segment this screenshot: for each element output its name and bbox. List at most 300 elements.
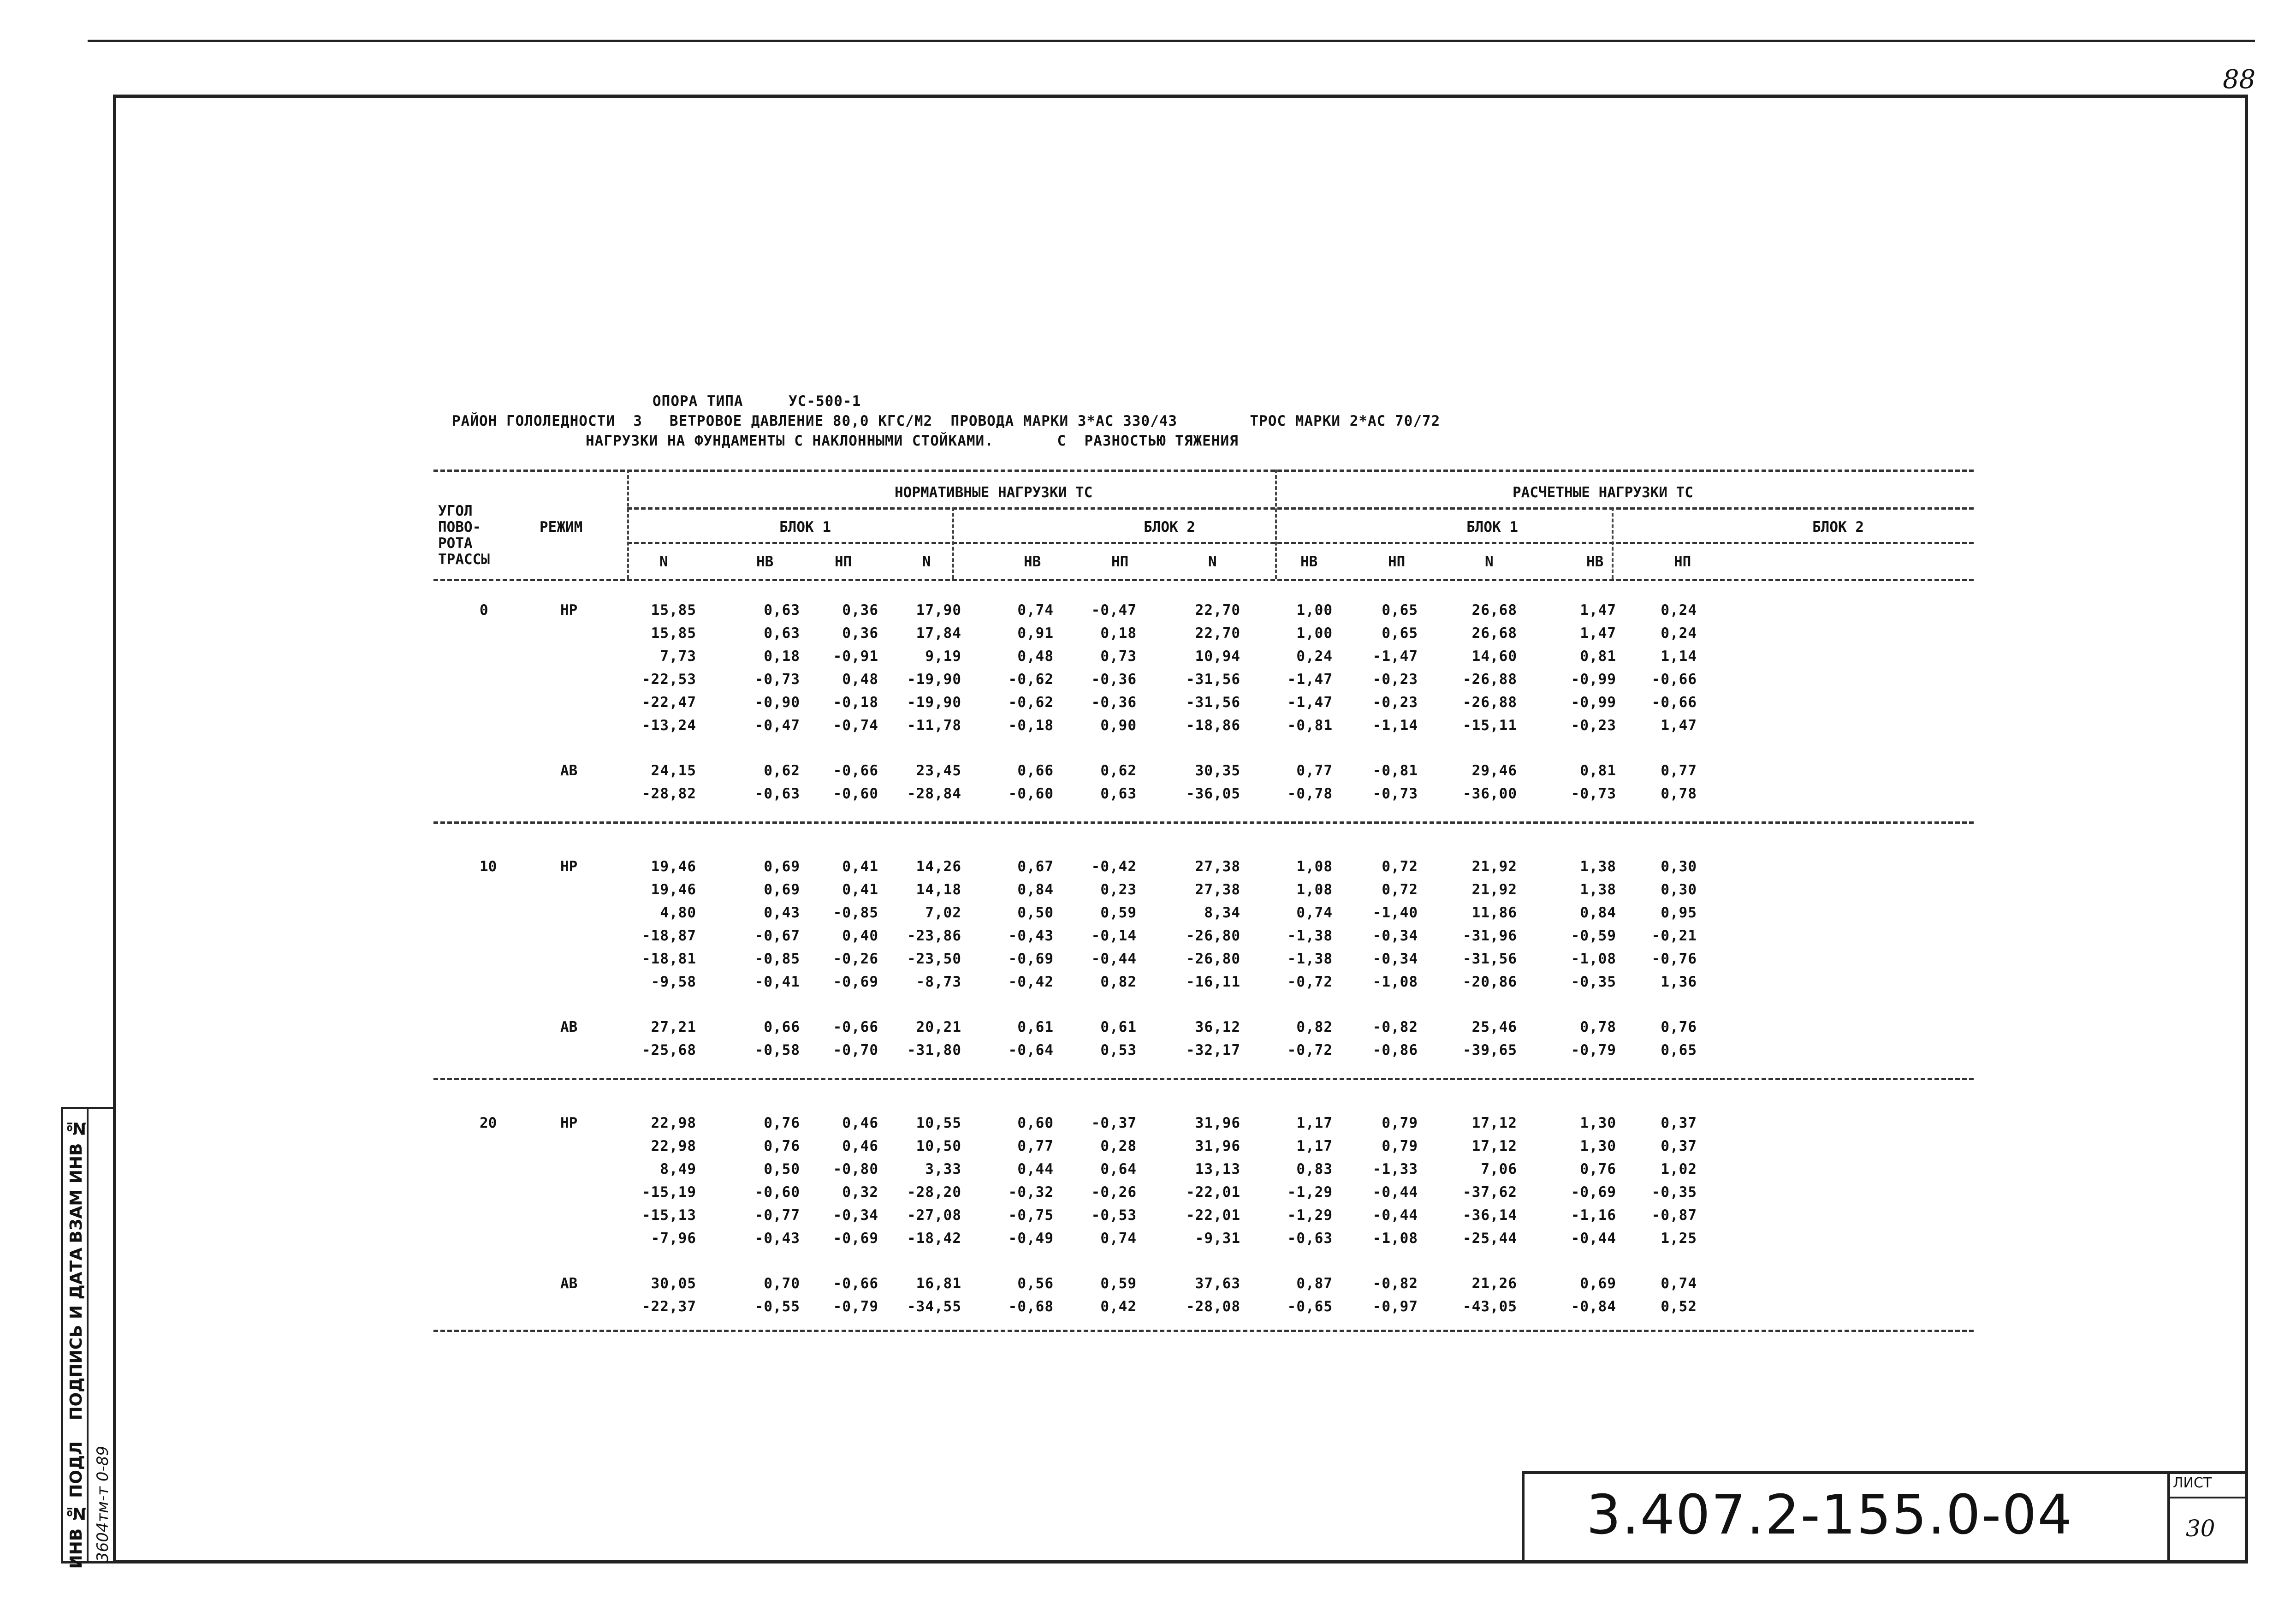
table-cell: 9,19 [925,648,961,665]
table-cell: 0,64 [1100,1161,1137,1177]
table-cell: 36,12 [1195,1019,1240,1035]
table-cell: -0,34 [833,1207,878,1224]
table-cell: -31,80 [907,1042,961,1058]
page-number: 88 [2223,65,2256,95]
table-cell: 0,65 [1382,602,1418,618]
table-cell: 1,08 [1296,858,1333,875]
table-cell: -0,99 [1571,671,1616,688]
table-cell: 15,85 [651,625,696,642]
table-cell: 0,82 [1100,974,1137,990]
table-cell: -0,66 [1651,694,1697,711]
table-cell: -0,69 [1008,951,1054,967]
mode-value: НР [560,858,578,875]
table-cell: -43,05 [1463,1298,1517,1315]
table-cell: 17,84 [916,625,961,642]
table-cell: -0,64 [1008,1042,1054,1058]
column-heading: НП [835,553,852,570]
table-cell: 10,50 [916,1138,961,1154]
table-cell: -20,86 [1463,974,1517,990]
table-cell: 0,76 [1580,1161,1616,1177]
table-cell: 20,21 [916,1019,961,1035]
header-rule [627,542,1974,544]
table-cell: -15,13 [642,1207,696,1224]
column-heading: НП [1111,553,1129,570]
table-cell: 0,52 [1661,1298,1697,1315]
table-cell: 1,47 [1661,717,1697,734]
column-heading: НП [1388,553,1406,570]
table-cell: -0,21 [1651,927,1697,944]
table-cell: -18,87 [642,927,696,944]
table-cell: 0,81 [1580,762,1616,779]
table-cell: 7,73 [660,648,696,665]
mode-value: НР [560,602,578,618]
table-cell: 7,06 [1481,1161,1517,1177]
table-cell: -0,80 [833,1161,878,1177]
table-cell: 0,76 [764,1138,800,1154]
table-cell: 0,70 [764,1275,800,1292]
table-cell: 19,46 [651,858,696,875]
table-cell: 26,68 [1471,625,1517,642]
table-cell: 30,05 [651,1275,696,1292]
table-cell: 22,70 [1195,625,1240,642]
table-cell: 17,90 [916,602,961,618]
table-cell: -0,65 [1287,1298,1333,1315]
table-cell: 0,79 [1382,1138,1418,1154]
table-cell: 8,34 [1204,904,1240,921]
table-cell: -0,79 [1571,1042,1616,1058]
table-cell: 1,30 [1580,1138,1616,1154]
table-cell: 8,49 [660,1161,696,1177]
mode-heading: РЕЖИМ [540,519,583,535]
table-cell: -0,82 [1372,1275,1418,1292]
table-cell: 0,28 [1100,1138,1137,1154]
table-cell: -0,60 [754,1184,800,1201]
normative-loads-heading: НОРМАТИВНЫЕ НАГРУЗКИ ТС [895,484,1093,501]
column-heading: НВ [1024,553,1041,570]
table-cell: -1,08 [1571,951,1616,967]
table-cell: -1,47 [1287,671,1333,688]
table-cell: 13,13 [1195,1161,1240,1177]
table-cell: -0,86 [1372,1042,1418,1058]
table-cell: -0,76 [1651,951,1697,967]
table-cell: -27,08 [907,1207,961,1224]
table-cell: 0,18 [1100,625,1137,642]
table-cell: 31,96 [1195,1115,1240,1131]
angle-heading-line: ПОВО- [438,519,481,535]
normative-block1-heading: БЛОК 1 [779,519,831,535]
table-cell: 0,61 [1017,1019,1054,1035]
table-cell: 29,46 [1471,762,1517,779]
table-cell: -13,24 [642,717,696,734]
table-cell: 21,92 [1471,858,1517,875]
table-cell: 0,48 [1017,648,1054,665]
sheet-label: ЛИСТ [2173,1475,2212,1491]
table-cell: 0,69 [764,881,800,898]
margin-stamp [61,1107,116,1569]
table-cell: -0,69 [833,1230,878,1247]
table-cell: 0,44 [1017,1161,1054,1177]
table-cell: 14,18 [916,881,961,898]
column-heading: N [1208,553,1217,570]
document-code: 3.407.2-155.0-04 [1586,1483,2073,1546]
table-cell: 0,65 [1382,625,1418,642]
table-cell: 1,38 [1580,858,1616,875]
table-cell: -0,70 [833,1042,878,1058]
table-cell: -26,88 [1463,671,1517,688]
table-cell: -7,96 [651,1230,696,1247]
table-cell: 11,86 [1471,904,1517,921]
table-cell: 0,87 [1296,1275,1333,1292]
table-cell: -0,85 [833,904,878,921]
table-cell: 0,30 [1661,881,1697,898]
table-cell: -9,31 [1195,1230,1240,1247]
table-cell: 0,18 [764,648,800,665]
design-block2-heading: БЛОК 2 [1812,519,1864,535]
table-cell: -0,43 [754,1230,800,1247]
table-cell: 0,36 [842,602,878,618]
table-cell: -0,47 [1091,602,1137,618]
table-cell: -37,62 [1463,1184,1517,1201]
stamp-field-replace: ВЗАМ ИНВ № [67,1118,86,1243]
table-cell: 0,46 [842,1138,878,1154]
table-cell: -1,14 [1372,717,1418,734]
table-cell: -31,56 [1463,951,1517,967]
table-cell: 17,12 [1471,1115,1517,1131]
table-cell: 0,83 [1296,1161,1333,1177]
table-cell: -0,35 [1651,1184,1697,1201]
table-cell: 0,78 [1580,1019,1616,1035]
table-cell: 0,37 [1661,1115,1697,1131]
table-cell: -0,44 [1571,1230,1616,1247]
table-cell: -1,33 [1372,1161,1418,1177]
table-cell: 0,77 [1296,762,1333,779]
table-cell: 0,84 [1580,904,1616,921]
header-rule [433,579,1974,581]
table-cell: 0,40 [842,927,878,944]
table-cell: -31,96 [1463,927,1517,944]
table-cell: 23,45 [916,762,961,779]
table-cell: 0,74 [1017,602,1054,618]
table-cell: 0,36 [842,625,878,642]
table-cell: 1,02 [1661,1161,1697,1177]
table-cell: -0,35 [1571,974,1616,990]
table-cell: 0,59 [1100,904,1137,921]
sheet-label-divider [2167,1497,2248,1498]
table-cell: -18,81 [642,951,696,967]
mode-value: АВ [560,1019,578,1035]
mode-value: АВ [560,762,578,779]
group-separator [433,821,1974,824]
table-cell: 0,43 [764,904,800,921]
table-cell: -18,86 [1186,717,1240,734]
table-cell: 19,46 [651,881,696,898]
table-cell: -22,01 [1186,1207,1240,1224]
mode-value: НР [560,1115,578,1131]
table-cell: -36,05 [1186,785,1240,802]
table-cell: 10,94 [1195,648,1240,665]
table-cell: -0,62 [1008,694,1054,711]
table-cell: -0,36 [1091,671,1137,688]
header-rule [433,470,1974,472]
table-cell: -0,42 [1091,858,1137,875]
table-cell: -23,86 [907,927,961,944]
table-cell: -0,84 [1571,1298,1616,1315]
table-cell: -15,19 [642,1184,696,1201]
table-cell: -0,82 [1372,1019,1418,1035]
table-cell: -0,73 [1372,785,1418,802]
table-cell: -0,72 [1287,974,1333,990]
table-cell: -0,42 [1008,974,1054,990]
table-cell: -0,32 [1008,1184,1054,1201]
table-cell: 0,32 [842,1184,878,1201]
table-cell: -22,37 [642,1298,696,1315]
table-cell: 0,63 [764,602,800,618]
table-cell: 0,69 [764,858,800,875]
table-cell: -19,90 [907,671,961,688]
table-cell: -0,68 [1008,1298,1054,1315]
table-cell: 0,46 [842,1115,878,1131]
table-cell: 0,63 [1100,785,1137,802]
table-cell: -9,58 [651,974,696,990]
table-cell: 0,73 [1100,648,1137,665]
table-cell: -0,73 [1571,785,1616,802]
table-cell: -0,63 [754,785,800,802]
table-cell: -0,23 [1571,717,1616,734]
normative-block2-heading: БЛОК 2 [1144,519,1195,535]
table-cell: -0,14 [1091,927,1137,944]
table-cell: -22,53 [642,671,696,688]
header-divider [952,507,954,579]
table-cell: -15,11 [1463,717,1517,734]
table-cell: 1,25 [1661,1230,1697,1247]
column-heading: НВ [1300,553,1318,570]
table-cell: -0,26 [833,951,878,967]
table-cell: -0,63 [1287,1230,1333,1247]
table-cell: -0,69 [1571,1184,1616,1201]
table-cell: -22,47 [642,694,696,711]
table-cell: 0,24 [1661,625,1697,642]
table-cell: 0,78 [1661,785,1697,802]
table-cell: 1,17 [1296,1138,1333,1154]
stamp-divider [87,1107,89,1563]
table-cell: 0,56 [1017,1275,1054,1292]
stamp-field-signature: ПОДПИСЬ И ДАТА [67,1248,86,1421]
top-rule [88,40,2255,42]
table-cell: 0,24 [1296,648,1333,665]
table-cell: 0,41 [842,881,878,898]
table-cell: 0,50 [1017,904,1054,921]
table-cell: -1,08 [1372,974,1418,990]
angle-heading-line: УГОЛ [438,503,473,519]
table-cell: -28,08 [1186,1298,1240,1315]
table-cell: 0,23 [1100,881,1137,898]
table-cell: 1,36 [1661,974,1697,990]
column-heading: НВ [1586,553,1604,570]
table-cell: 0,77 [1017,1138,1054,1154]
table-cell: -0,90 [754,694,800,711]
table-cell: -0,23 [1372,694,1418,711]
table-cell: 22,98 [651,1138,696,1154]
table-cell: 27,38 [1195,858,1240,875]
table-cell: -31,56 [1186,694,1240,711]
table-cell: -0,44 [1091,951,1137,967]
table-cell: -31,56 [1186,671,1240,688]
table-title-support: ОПОРА ТИПА УС-500-1 [653,393,861,410]
table-cell: 1,14 [1661,648,1697,665]
table-cell: -0,87 [1651,1207,1697,1224]
table-cell: 0,24 [1661,602,1697,618]
table-cell: -1,29 [1287,1207,1333,1224]
table-cell: 21,26 [1471,1275,1517,1292]
table-cell: 0,41 [842,858,878,875]
table-cell: -26,88 [1463,694,1517,711]
table-cell: -32,17 [1186,1042,1240,1058]
table-cell: -0,34 [1372,951,1418,967]
header-divider [1612,507,1614,579]
group-separator [433,1078,1974,1080]
table-cell: 0,74 [1661,1275,1697,1292]
table-cell: 1,00 [1296,602,1333,618]
table-cell: 0,95 [1661,904,1697,921]
table-cell: -36,14 [1463,1207,1517,1224]
table-cell: -0,81 [1372,762,1418,779]
table-cell: -26,80 [1186,927,1240,944]
table-cell: 10,55 [916,1115,961,1131]
table-cell: 0,72 [1382,858,1418,875]
table-cell: 17,12 [1471,1138,1517,1154]
table-cell: -0,66 [833,762,878,779]
table-cell: 0,67 [1017,858,1054,875]
table-cell: -1,40 [1372,904,1418,921]
loads-table [433,369,1978,1361]
table-cell: 37,63 [1195,1275,1240,1292]
table-cell: -18,42 [907,1230,961,1247]
table-cell: 0,76 [764,1115,800,1131]
column-heading: НП [1674,553,1691,570]
angle-heading-line: РОТА [438,535,473,552]
table-cell: 22,70 [1195,602,1240,618]
table-cell: 0,72 [1382,881,1418,898]
table-cell: -0,23 [1372,671,1418,688]
table-cell: -0,99 [1571,694,1616,711]
table-cell: 22,98 [651,1115,696,1131]
table-cell: 1,00 [1296,625,1333,642]
table-cell: -0,81 [1287,717,1333,734]
table-cell: 1,47 [1580,625,1616,642]
table-cell: 15,85 [651,602,696,618]
table-cell: 1,38 [1580,881,1616,898]
table-cell: -0,37 [1091,1115,1137,1131]
table-cell: 30,35 [1195,762,1240,779]
table-cell: -0,18 [1008,717,1054,734]
header-divider [627,470,629,579]
table-cell: -0,79 [833,1298,878,1315]
table-cell: 0,50 [764,1161,800,1177]
header-divider [1275,470,1277,579]
table-cell: 0,66 [764,1019,800,1035]
table-cell: 25,46 [1471,1019,1517,1035]
table-cell: 0,62 [764,762,800,779]
sheet-number: 30 [2186,1515,2215,1542]
table-cell: 27,38 [1195,881,1240,898]
table-cell: 26,68 [1471,602,1517,618]
table-cell: -11,78 [907,717,961,734]
table-cell: 21,92 [1471,881,1517,898]
table-cell: 0,77 [1661,762,1697,779]
table-cell: -0,44 [1372,1184,1418,1201]
table-cell: 0,37 [1661,1138,1697,1154]
table-cell: -28,20 [907,1184,961,1201]
angle-value: 10 [480,858,497,875]
table-cell: 27,21 [651,1019,696,1035]
table-cell: -0,53 [1091,1207,1137,1224]
table-cell: -0,97 [1372,1298,1418,1315]
table-cell: 16,81 [916,1275,961,1292]
table-cell: -0,66 [833,1019,878,1035]
table-cell: 0,53 [1100,1042,1137,1058]
angle-value: 0 [480,602,488,618]
table-cell: -0,58 [754,1042,800,1058]
table-cell: 0,91 [1017,625,1054,642]
table-cell: -28,82 [642,785,696,802]
table-cell: 4,80 [660,904,696,921]
table-cell: -25,68 [642,1042,696,1058]
table-cell: -19,90 [907,694,961,711]
stamp-field-inv: ИНВ № ПОДЛ [67,1441,86,1569]
angle-value: 20 [480,1115,497,1131]
table-cell: 0,61 [1100,1019,1137,1035]
table-cell: -16,11 [1186,974,1240,990]
table-cell: -0,18 [833,694,878,711]
column-heading: N [922,553,931,570]
table-cell: -23,50 [907,951,961,967]
table-cell: -0,47 [754,717,800,734]
table-cell: -0,36 [1091,694,1137,711]
table-cell: -36,00 [1463,785,1517,802]
table-cell: -0,66 [1651,671,1697,688]
table-cell: -1,47 [1287,694,1333,711]
table-cell: 0,48 [842,671,878,688]
table-cell: -22,01 [1186,1184,1240,1201]
table-cell: -0,91 [833,648,878,665]
column-heading: N [659,553,668,570]
table-cell: -1,47 [1372,648,1418,665]
table-cell: -1,08 [1372,1230,1418,1247]
table-cell: -0,26 [1091,1184,1137,1201]
table-cell: 0,60 [1017,1115,1054,1131]
table-cell: -1,38 [1287,927,1333,944]
table-cell: -0,72 [1287,1042,1333,1058]
table-cell: -0,77 [754,1207,800,1224]
table-cell: -0,85 [754,951,800,967]
column-heading: N [1485,553,1494,570]
table-cell: -26,80 [1186,951,1240,967]
table-cell: 1,30 [1580,1115,1616,1131]
table-cell: 0,69 [1580,1275,1616,1292]
table-bottom-rule [433,1330,1974,1332]
design-block1-heading: БЛОК 1 [1466,519,1518,535]
table-cell: -25,44 [1463,1230,1517,1247]
table-cell: 31,96 [1195,1138,1240,1154]
table-cell: 1,47 [1580,602,1616,618]
table-cell: -0,49 [1008,1230,1054,1247]
table-cell: -1,38 [1287,951,1333,967]
table-title-subject: НАГРУЗКИ НА ФУНДАМЕНТЫ С НАКЛОННЫМИ СТОЙКАМИ. С РАЗНОСТЬЮ ТЯЖЕНИЯ [586,433,1239,449]
table-cell: 0,62 [1100,762,1137,779]
table-cell: 0,84 [1017,881,1054,898]
table-cell: 0,76 [1661,1019,1697,1035]
table-cell: -0,73 [754,671,800,688]
